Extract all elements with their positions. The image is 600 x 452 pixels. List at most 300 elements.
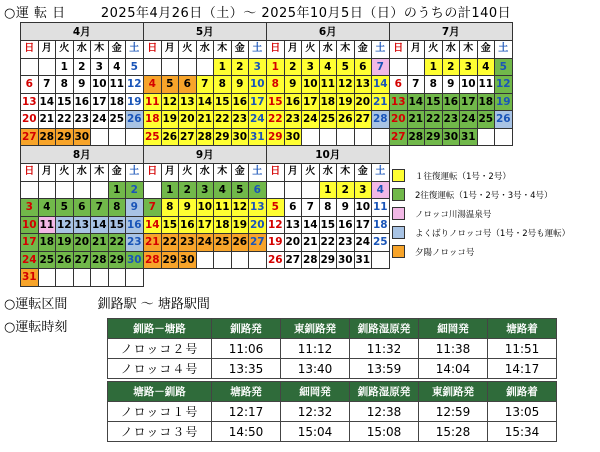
weekday-header: 水	[319, 41, 337, 59]
weekday-header: 火	[425, 41, 443, 59]
calendar-day: 29	[319, 251, 337, 269]
departure-time: 13:59	[350, 359, 419, 379]
calendar-day: 3	[21, 199, 39, 217]
calendar-day: 24	[249, 111, 267, 129]
calendar-day: 20	[21, 111, 39, 129]
calendar-day: 21	[38, 111, 56, 129]
calendar-day: 8	[425, 76, 443, 94]
calendar-day: 10	[302, 76, 320, 94]
calendar-day: 31	[354, 251, 372, 269]
calendar-day: 3	[354, 181, 372, 199]
weekday-header: 火	[56, 164, 74, 182]
train-name: ノロッコ３号	[108, 422, 212, 442]
calendar-day: 24	[196, 234, 214, 252]
calendar-day: 27	[73, 251, 91, 269]
calendar-day: 4	[38, 199, 56, 217]
calendar-day: 13	[21, 93, 39, 111]
weekday-header: 日	[144, 41, 162, 59]
weekday-header: 火	[179, 164, 197, 182]
calendar-day: 12	[126, 76, 144, 94]
calendar-empty-cell	[249, 251, 267, 269]
calendar-day: 3	[460, 58, 478, 76]
calendar-day: 17	[302, 93, 320, 111]
calendar-day: 17	[91, 93, 109, 111]
calendar-day: 1	[161, 181, 179, 199]
calendar-day: 24	[91, 111, 109, 129]
calendar-day: 1	[319, 181, 337, 199]
calendar-day: 16	[73, 93, 91, 111]
calendar-day: 21	[302, 234, 320, 252]
calendar-day: 14	[372, 76, 390, 94]
calendar-empty-cell	[319, 128, 337, 146]
calendar-day: 20	[354, 93, 372, 111]
times-label: ○運転時刻	[4, 320, 68, 335]
month-header: 7月	[390, 23, 513, 41]
legend-item	[392, 242, 570, 261]
calendar-day: 20	[73, 234, 91, 252]
calendar-day: 20	[284, 234, 302, 252]
calendar-empty-cell	[231, 251, 249, 269]
calendar-day: 25	[144, 128, 162, 146]
calendar-day: 5	[231, 181, 249, 199]
train-name: ノロッコ４号	[108, 359, 212, 379]
calendar-day: 19	[495, 93, 513, 111]
calendar-day: 7	[302, 199, 320, 217]
calendar-day: 28	[302, 251, 320, 269]
weekday-header: 金	[231, 41, 249, 59]
calendar-day: 27	[284, 251, 302, 269]
calendar-day: 26	[56, 251, 74, 269]
weekday-header: 金	[354, 164, 372, 182]
calendar-day: 26	[231, 234, 249, 252]
calendar-july	[389, 22, 513, 146]
calendar-day: 15	[319, 216, 337, 234]
calendar-empty-cell	[91, 269, 109, 287]
calendar-empty-cell	[108, 128, 126, 146]
calendar-day: 18	[38, 234, 56, 252]
calendar-day: 18	[319, 93, 337, 111]
weekday-header: 日	[390, 41, 408, 59]
calendar-day: 9	[73, 76, 91, 94]
weekday-header: 日	[21, 41, 39, 59]
calendar-day: 31	[21, 269, 39, 287]
calendar-empty-cell	[214, 251, 232, 269]
departure-time: 11:06	[212, 339, 281, 359]
weekday-header: 土	[372, 164, 390, 182]
calendar-day: 26	[161, 128, 179, 146]
calendar-empty-cell	[477, 128, 495, 146]
calendar-empty-cell	[73, 181, 91, 199]
calendar-day: 21	[91, 234, 109, 252]
weekday-header: 金	[231, 164, 249, 182]
calendar-day: 10	[91, 76, 109, 94]
calendar-empty-cell	[196, 251, 214, 269]
calendar-day: 13	[354, 76, 372, 94]
departure-time: 15:08	[350, 422, 419, 442]
calendar-day: 15	[425, 93, 443, 111]
calendar-day: 5	[161, 76, 179, 94]
legend-swatch	[392, 207, 405, 220]
calendar-day: 28	[91, 251, 109, 269]
calendar-day: 7	[196, 76, 214, 94]
calendar-day: 24	[21, 251, 39, 269]
timetable-kushiro-toro	[107, 318, 557, 379]
departure-time: 11:51	[488, 339, 557, 359]
calendar-day: 14	[196, 93, 214, 111]
legend-swatch	[392, 169, 405, 182]
calendar-day: 29	[425, 128, 443, 146]
calendar-day: 20	[249, 216, 267, 234]
calendar-day: 4	[108, 58, 126, 76]
calendar-empty-cell	[302, 128, 320, 146]
timetable-row	[108, 339, 557, 359]
calendar-day: 8	[108, 199, 126, 217]
departure-time: 12:38	[350, 402, 419, 422]
calendar-day: 16	[337, 216, 355, 234]
timetable-row	[108, 359, 557, 379]
legend-label: ノロッコ川湯温泉号	[415, 209, 492, 220]
calendar-day: 16	[284, 93, 302, 111]
calendar-empty-cell	[144, 58, 162, 76]
calendar-day: 26	[337, 111, 355, 129]
calendar-day: 21	[372, 93, 390, 111]
timetable-row	[108, 422, 557, 442]
calendar-day: 7	[91, 199, 109, 217]
calendar-day: 10	[460, 76, 478, 94]
departure-time: 13:40	[281, 359, 350, 379]
legend-item	[392, 223, 570, 242]
calendar-day: 3	[91, 58, 109, 76]
calendar-day: 8	[267, 76, 285, 94]
calendar-day: 29	[161, 251, 179, 269]
calendar-day: 7	[407, 76, 425, 94]
calendar-day: 9	[337, 199, 355, 217]
calendar-day: 19	[231, 216, 249, 234]
calendar-october	[266, 145, 390, 269]
calendar-empty-cell	[56, 269, 74, 287]
calendar-day: 22	[214, 111, 232, 129]
calendar-day: 25	[372, 234, 390, 252]
calendar-day: 13	[284, 216, 302, 234]
legend-swatch	[392, 188, 405, 201]
calendar-day: 2	[179, 181, 197, 199]
calendar-day: 24	[354, 234, 372, 252]
calendar-empty-cell	[302, 181, 320, 199]
calendar-day: 4	[372, 181, 390, 199]
calendar-day: 8	[214, 76, 232, 94]
weekday-header: 水	[73, 164, 91, 182]
calendar-september	[143, 145, 267, 269]
timetable-header: 細岡発	[419, 319, 488, 339]
calendar-empty-cell	[91, 128, 109, 146]
calendar-day: 11	[372, 199, 390, 217]
calendar-day: 19	[337, 93, 355, 111]
month-header: 9月	[144, 146, 267, 164]
calendar-day: 17	[196, 216, 214, 234]
calendar-empty-cell	[38, 58, 56, 76]
calendar-day: 31	[249, 128, 267, 146]
calendar-day: 2	[284, 58, 302, 76]
weekday-header: 木	[91, 164, 109, 182]
calendar-day: 25	[108, 111, 126, 129]
calendar-day: 4	[477, 58, 495, 76]
weekday-header: 土	[126, 164, 144, 182]
departure-time: 15:28	[419, 422, 488, 442]
calendar-day: 1	[214, 58, 232, 76]
calendar-day: 19	[267, 234, 285, 252]
calendar-day: 15	[214, 93, 232, 111]
weekday-header: 金	[354, 41, 372, 59]
timetable-header: 塘路－釧路	[108, 382, 212, 402]
calendar-day: 22	[56, 111, 74, 129]
route-label: ○運転区間	[4, 297, 68, 312]
calendar-day: 29	[108, 251, 126, 269]
weekday-header: 木	[214, 41, 232, 59]
calendar-day: 5	[495, 58, 513, 76]
calendar-day: 6	[354, 58, 372, 76]
weekday-header: 火	[302, 164, 320, 182]
legend-item	[392, 166, 570, 185]
calendar-day: 30	[337, 251, 355, 269]
calendar-day: 19	[56, 234, 74, 252]
month-header: 5月	[144, 23, 267, 41]
timetable-header: 釧路発	[212, 319, 281, 339]
legend	[392, 166, 570, 261]
month-header: 10月	[267, 146, 390, 164]
calendar-day: 13	[249, 199, 267, 217]
weekday-header: 日	[144, 164, 162, 182]
calendar-day: 10	[249, 76, 267, 94]
calendar-day: 12	[161, 93, 179, 111]
calendar-day: 29	[214, 128, 232, 146]
timetable-toro-kushiro	[107, 381, 557, 442]
weekday-header: 土	[249, 41, 267, 59]
calendar-day: 21	[196, 111, 214, 129]
departure-time: 14:17	[488, 359, 557, 379]
calendar-day: 25	[38, 251, 56, 269]
calendar-day: 15	[267, 93, 285, 111]
calendar-day: 4	[319, 58, 337, 76]
calendar-day: 18	[108, 93, 126, 111]
weekday-header: 金	[477, 41, 495, 59]
calendar-day: 1	[56, 58, 74, 76]
title-label: ○運 転 日	[4, 6, 66, 21]
departure-time: 13:05	[488, 402, 557, 422]
calendar-day: 26	[126, 111, 144, 129]
weekday-header: 金	[108, 41, 126, 59]
calendar-empty-cell	[56, 181, 74, 199]
calendar-day: 12	[267, 216, 285, 234]
weekday-header: 木	[91, 41, 109, 59]
calendar-day: 14	[91, 216, 109, 234]
calendar-day: 4	[144, 76, 162, 94]
legend-label: よくばりノロッコ号（1号・2号も運転）	[415, 228, 571, 239]
calendar-empty-cell	[284, 181, 302, 199]
calendar-empty-cell	[372, 251, 390, 269]
calendar-day: 16	[179, 216, 197, 234]
calendar-day: 9	[126, 199, 144, 217]
calendar-day: 14	[407, 93, 425, 111]
calendar-may	[143, 22, 267, 146]
legend-label: 夕陽ノロッコ号	[415, 247, 475, 258]
month-header: 4月	[21, 23, 144, 41]
calendar-day: 22	[267, 111, 285, 129]
calendar-empty-cell	[337, 128, 355, 146]
timetable-header: 東釧路発	[281, 319, 350, 339]
weekday-header: 木	[214, 164, 232, 182]
calendar-empty-cell	[372, 128, 390, 146]
calendar-day: 8	[56, 76, 74, 94]
calendar-day: 1	[425, 58, 443, 76]
calendar-day: 22	[161, 234, 179, 252]
calendar-empty-cell	[73, 269, 91, 287]
calendar-empty-cell	[21, 181, 39, 199]
weekday-header: 日	[267, 41, 285, 59]
weekday-header: 金	[108, 164, 126, 182]
calendar-day: 2	[337, 181, 355, 199]
calendar-day: 28	[144, 251, 162, 269]
weekday-header: 月	[38, 164, 56, 182]
month-header: 8月	[21, 146, 144, 164]
weekday-header: 火	[179, 41, 197, 59]
timetable-header: 塘路発	[212, 382, 281, 402]
calendar-day: 18	[214, 216, 232, 234]
calendar-day: 11	[108, 76, 126, 94]
calendar-day: 17	[21, 234, 39, 252]
weekday-header: 日	[267, 164, 285, 182]
calendar-day: 23	[126, 234, 144, 252]
calendar-empty-cell	[38, 181, 56, 199]
calendar-day: 2	[126, 181, 144, 199]
calendar-day: 3	[249, 58, 267, 76]
month-header: 6月	[267, 23, 390, 41]
calendar-empty-cell	[390, 58, 408, 76]
calendar-day: 11	[214, 199, 232, 217]
calendar-day: 27	[249, 234, 267, 252]
calendar-day: 3	[302, 58, 320, 76]
calendar-day: 27	[179, 128, 197, 146]
weekday-header: 水	[73, 41, 91, 59]
calendar-day: 28	[196, 128, 214, 146]
calendar-day: 1	[108, 181, 126, 199]
weekday-header: 水	[319, 164, 337, 182]
calendar-day: 10	[354, 199, 372, 217]
legend-swatch	[392, 245, 405, 258]
calendar-empty-cell	[126, 269, 144, 287]
calendar-day: 9	[179, 199, 197, 217]
calendar-day: 18	[144, 111, 162, 129]
calendar-day: 22	[425, 111, 443, 129]
calendar-day: 16	[231, 93, 249, 111]
calendar-day: 17	[460, 93, 478, 111]
calendar-day: 18	[477, 93, 495, 111]
calendar-empty-cell	[38, 269, 56, 287]
weekday-header: 月	[161, 164, 179, 182]
train-name: ノロッコ１号	[108, 402, 212, 422]
calendar-day: 16	[126, 216, 144, 234]
calendar-day: 28	[407, 128, 425, 146]
weekday-header: 木	[337, 41, 355, 59]
calendar-day: 24	[460, 111, 478, 129]
calendar-day: 23	[442, 111, 460, 129]
calendar-day: 10	[196, 199, 214, 217]
calendar-day: 30	[442, 128, 460, 146]
timetable-header: 塘路着	[488, 319, 557, 339]
calendar-empty-cell	[21, 58, 39, 76]
timetable-header: 釧路着	[488, 382, 557, 402]
calendar-day: 11	[38, 216, 56, 234]
calendar-day: 22	[319, 234, 337, 252]
calendar-day: 14	[38, 93, 56, 111]
calendar-day: 2	[442, 58, 460, 76]
departure-time: 14:50	[212, 422, 281, 442]
calendar-day: 13	[390, 93, 408, 111]
weekday-header: 月	[407, 41, 425, 59]
departure-time: 11:38	[419, 339, 488, 359]
weekday-header: 土	[249, 164, 267, 182]
calendar-day: 13	[179, 93, 197, 111]
calendar-day: 9	[284, 76, 302, 94]
weekday-header: 日	[21, 164, 39, 182]
title-range: 2025年4月26日（土）～ 2025年10月5日（日）のうちの計140日	[100, 6, 512, 21]
calendar-day: 29	[267, 128, 285, 146]
departure-time: 12:32	[281, 402, 350, 422]
calendar-empty-cell	[267, 181, 285, 199]
calendar-day: 29	[56, 128, 74, 146]
departure-time: 15:34	[488, 422, 557, 442]
departure-time: 15:04	[281, 422, 350, 442]
calendar-day: 7	[372, 58, 390, 76]
calendar-day: 30	[179, 251, 197, 269]
calendar-day: 1	[267, 58, 285, 76]
calendar-empty-cell	[495, 128, 513, 146]
calendar-day: 28	[372, 111, 390, 129]
calendar-day: 15	[108, 216, 126, 234]
departure-time: 11:32	[350, 339, 419, 359]
calendar-day: 4	[214, 181, 232, 199]
calendar-day: 5	[337, 58, 355, 76]
weekday-header: 土	[495, 41, 513, 59]
weekday-header: 月	[284, 164, 302, 182]
calendar-day: 5	[126, 58, 144, 76]
calendar-day: 9	[231, 76, 249, 94]
calendar-day: 12	[231, 199, 249, 217]
calendar-day: 21	[407, 111, 425, 129]
calendar-day: 23	[73, 111, 91, 129]
calendar-empty-cell	[196, 58, 214, 76]
calendar-day: 18	[372, 216, 390, 234]
weekday-header: 火	[302, 41, 320, 59]
calendar-day: 25	[319, 111, 337, 129]
calendar-day: 25	[214, 234, 232, 252]
calendar-day: 30	[284, 128, 302, 146]
calendar-day: 23	[179, 234, 197, 252]
calendar-april	[20, 22, 144, 146]
calendar-day: 6	[390, 76, 408, 94]
legend-label: １往復運転（1号・2号）	[415, 171, 511, 182]
calendar-day: 6	[249, 181, 267, 199]
calendar-day: 14	[144, 216, 162, 234]
weekday-header: 土	[372, 41, 390, 59]
calendar-day: 2	[73, 58, 91, 76]
legend-item	[392, 185, 570, 204]
calendar-day: 7	[38, 76, 56, 94]
weekday-header: 木	[460, 41, 478, 59]
calendar-day: 17	[249, 93, 267, 111]
timetable-row	[108, 402, 557, 422]
calendar-day: 27	[21, 128, 39, 146]
weekday-header: 月	[284, 41, 302, 59]
